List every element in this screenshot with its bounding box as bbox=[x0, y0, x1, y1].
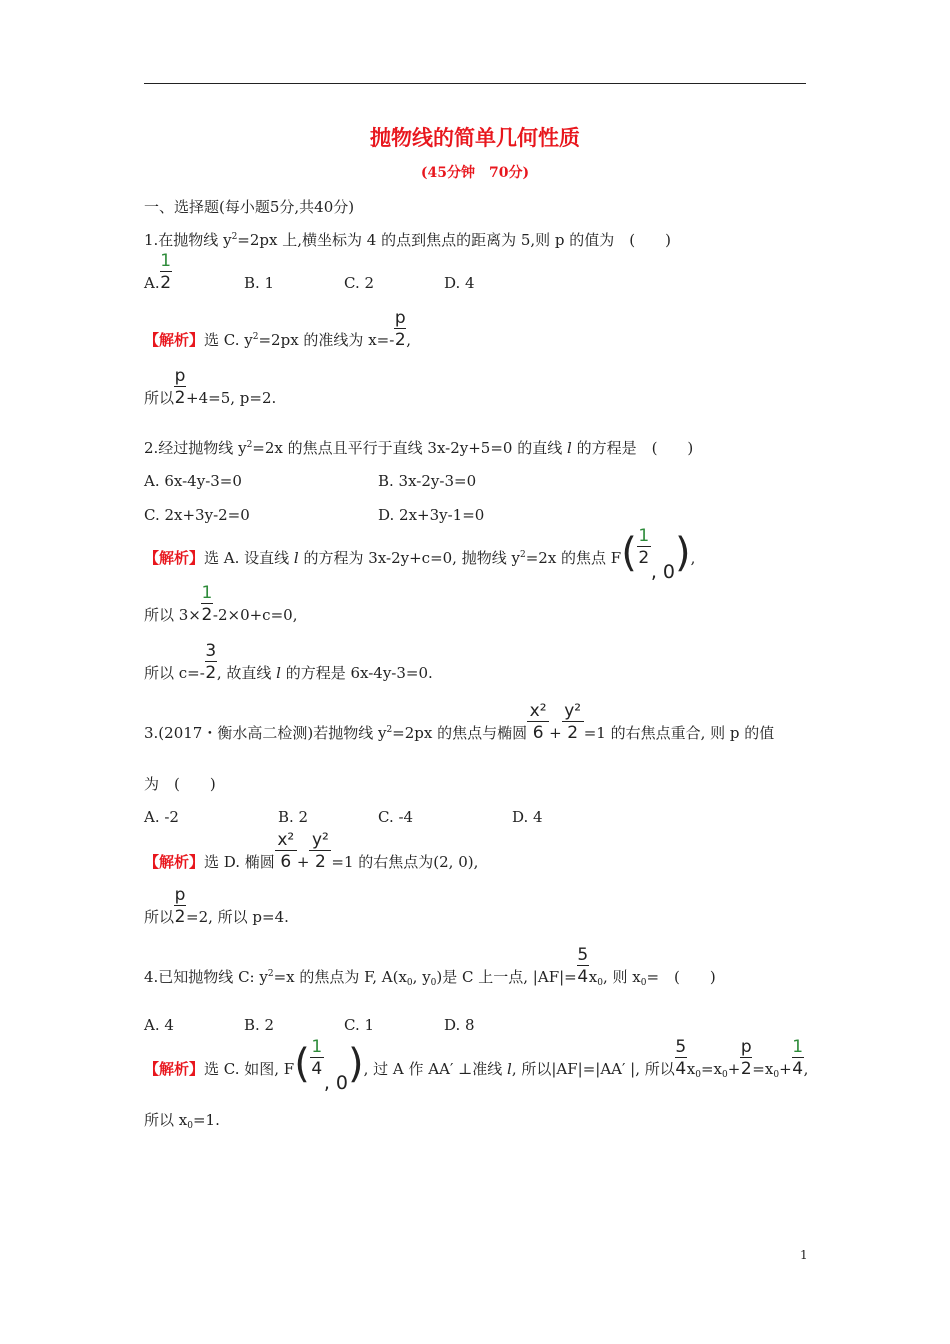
question-2: 2.经过抛物线 $y^2=2x$ 的焦点且平行于直线 3x-2y+5=0 的直线 l 的方程是 ( ) bbox=[144, 439, 694, 457]
page-title: 抛物线的简单几何性质 bbox=[370, 125, 580, 150]
q2-option-a: A. 6x-4y-3=0 bbox=[144, 472, 242, 490]
question-4: 4.已知抛物线 C: $y^2=x$ 的焦点为 F, $A(x_0$, $y_0$)是 C 上一点, |AF|= $\frac{5}{4}$ $x_0$, 则 $x_0=$ ( ) bbox=[144, 945, 716, 988]
page-number: 1 bbox=[800, 1248, 808, 1262]
q3-solution: 【解析】选 D. 椭圆 $\frac{\text{x²}}{6}$ + $\frac{\text{y²}}{2}$ =1 的右焦点为(2, 0), bbox=[144, 830, 479, 872]
q4-solution-line2: 所以 $x_0=1$. bbox=[144, 1111, 220, 1131]
q4-option-b: B. 2 bbox=[244, 1016, 275, 1034]
q2-option-b: B. 3x-2y-3=0 bbox=[378, 472, 477, 490]
q4-solution: 【解析】选 C. 如图, F( $\frac{1}{4}$ , 0), 过 A 作 AA′ ⊥准线 l, 所以|AF|=|AA′ |, 所以 $\frac{5}{4}$ $x_0=x_0+$ $\frac{p}{2}$ $=x_0+$ $\frac{1}{4}$ , bbox=[144, 1037, 809, 1094]
q1-solution-line2: 所以 $\frac{p}{2}$ +4=5, p=2. bbox=[144, 366, 277, 408]
question-3-line2: 为 ( ) bbox=[144, 775, 216, 793]
q1-option-a: A. $\frac{1}{2}$ bbox=[144, 251, 172, 293]
question-1: 1.在抛物线 $y^2=2px$ 上,横坐标为 4 的点到焦点的距离为 5,则 p 的值为 ( ) bbox=[144, 231, 672, 249]
q2-solution-line3: 所以 c=- $\frac{3}{2}$ , 故直线 l 的方程是 6x-4y-3=0. bbox=[144, 641, 433, 683]
q3-option-b: B. 2 bbox=[278, 808, 309, 826]
q2-option-d: D. 2x+3y-1=0 bbox=[378, 506, 485, 524]
header-rule bbox=[144, 83, 806, 84]
q2-solution: 【解析】选 A. 设直线 l 的方程为 3x-2y+c=0, 抛物线 $y^2=2x$ 的焦点 F( $\frac{1}{2}$ , 0), bbox=[144, 526, 696, 583]
page-subtitle: (45分钟 70分) bbox=[420, 165, 530, 181]
q3-option-d: D. 4 bbox=[512, 808, 543, 826]
section-heading: 一、选择题(每小题5分,共40分) bbox=[144, 198, 355, 216]
q1-option-c: C. 2 bbox=[344, 274, 375, 292]
q1-option-d: D. 4 bbox=[444, 274, 475, 292]
q3-option-a: A. -2 bbox=[144, 808, 179, 826]
q1-option-b: B. 1 bbox=[244, 274, 275, 292]
question-3: 3.(2017・衡水高二检测)若抛物线 $y^2=2px$ 的焦点与椭圆 $\frac{\text{x²}}{6}$ + $\frac{\text{y²}}{2}$ =1 的右焦点重合, 则 p 的值 bbox=[144, 701, 775, 743]
q2-solution-line2: 所以 3× $\frac{1}{2}$ -2×0+c=0, bbox=[144, 583, 298, 625]
q4-option-a: A. 4 bbox=[144, 1016, 174, 1034]
q3-option-c: C. -4 bbox=[378, 808, 414, 826]
q2-option-c: C. 2x+3y-2=0 bbox=[144, 506, 250, 524]
q1-solution: 【解析】选 C. $y^2=2px$ 的准线为 x=- $\frac{p}{2}$ , bbox=[144, 308, 412, 350]
q4-option-d: D. 8 bbox=[444, 1016, 475, 1034]
q3-solution-line2: 所以 $\frac{p}{2}$ =2, 所以 p=4. bbox=[144, 885, 289, 927]
q4-option-c: C. 1 bbox=[344, 1016, 375, 1034]
